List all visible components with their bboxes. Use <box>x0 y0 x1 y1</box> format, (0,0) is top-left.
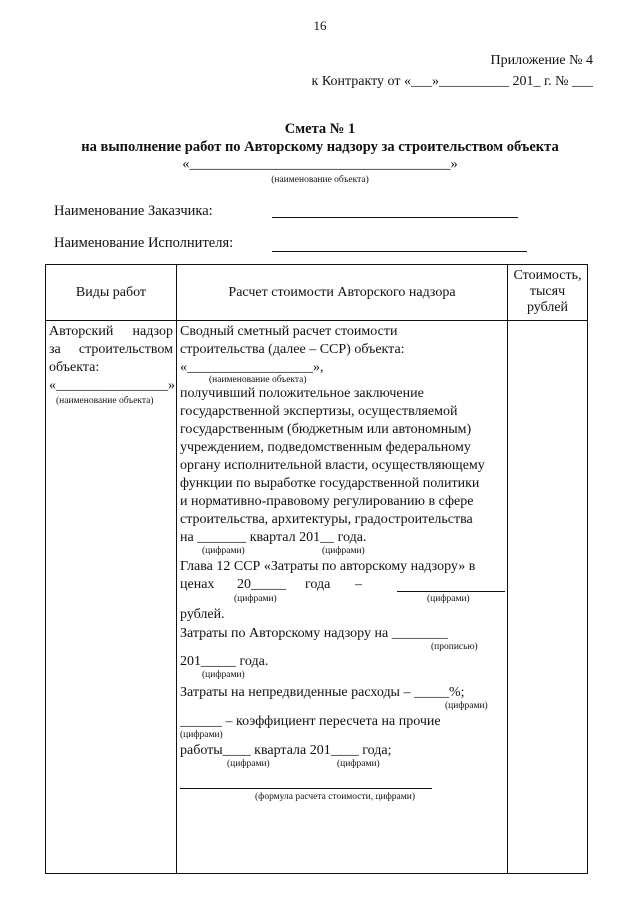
estimate-subtitle: на выполнение работ по Авторскому надзору за строительством объекта <box>81 139 559 155</box>
calc-line-5: государственной экспертизы, осуществляемой <box>180 404 458 419</box>
estimate-table <box>45 264 588 874</box>
work-type-word3: за <box>49 342 61 357</box>
calc-line-10: и нормативно-правовому регулированию в сфере <box>180 494 474 509</box>
calc-line-14-word: года <box>305 577 331 592</box>
calc-line-11: строительства, архитектуры, градостроительства <box>180 512 473 527</box>
customer-blank <box>272 217 518 218</box>
cost-value-cell <box>508 321 588 874</box>
work-type-object-blank: «________________» <box>49 378 175 393</box>
calc-line-1: Сводный сметный расчет стоимости <box>180 324 398 339</box>
calc-caption-price-year: (цифрами) <box>234 594 277 604</box>
calc-line-4: получивший положительное заключение <box>180 386 424 401</box>
calc-caption-coefficient: (цифрами) <box>180 730 223 740</box>
contract-reference: к Контракту от «___»__________ 201_ г. № ___ <box>311 74 593 89</box>
calc-line-18: Затраты на непредвиденные расходы – _____%; <box>180 685 465 700</box>
calc-caption-year-2: (цифрами) <box>337 759 380 769</box>
calc-line-6: государственным (бюджетным или автономным) <box>180 422 472 437</box>
calc-line-2: строительства (далее – ССР) объекта: <box>180 342 405 357</box>
page-number: 16 <box>313 18 327 33</box>
calc-line-20: работы____ квартала 201____ года; <box>180 743 392 758</box>
contractor-label: Наименование Исполнителя: <box>54 235 234 251</box>
calc-line-14-dash: – <box>355 577 362 592</box>
header-cost-line3: рублей <box>526 300 569 315</box>
calc-line-16: Затраты по Авторскому надзору на ________ <box>180 626 448 641</box>
calc-caption-words: (прописью) <box>431 642 478 652</box>
calc-caption-quarter-2: (цифрами) <box>227 759 270 769</box>
appendix-label: Приложение № 4 <box>490 53 593 68</box>
customer-label: Наименование Заказчика: <box>54 203 213 219</box>
work-type-cell <box>46 321 177 874</box>
header-cost-calculation: Расчет стоимости Авторского надзора <box>177 265 508 321</box>
contractor-blank <box>272 251 527 252</box>
calc-line-17: 201_____ года. <box>180 654 269 669</box>
cost-calculation-cell <box>177 321 508 874</box>
calc-formula-blank <box>180 788 432 789</box>
object-name-caption: (наименование объекта) <box>271 175 369 185</box>
object-name-blank: «____________________________________» <box>182 156 458 172</box>
work-type-word2: надзор <box>132 324 173 339</box>
calc-line-3: «__________________», <box>180 360 324 375</box>
header-cost <box>508 265 588 321</box>
work-type-object-caption: (наименование объекта) <box>56 396 154 406</box>
work-type-object-label: объекта: <box>49 360 100 375</box>
calc-line-19: ______ – коэффициент пересчета на прочие <box>180 714 441 729</box>
calc-amount-blank <box>397 591 505 592</box>
header-cost-line1: Стоимость, <box>513 268 582 283</box>
calc-line-12: на _______ квартал 201__ года. <box>180 530 367 545</box>
calc-caption-supervision-year: (цифрами) <box>202 670 245 680</box>
calc-caption-quarter: (цифрами) <box>202 546 245 556</box>
calc-line-14-prices: ценах <box>180 577 215 592</box>
estimate-title: Смета № 1 <box>284 121 356 137</box>
calc-line-8: органу исполнительной власти, осуществляющему <box>180 458 485 473</box>
calc-line-14-year: 20_____ <box>237 577 286 592</box>
calc-caption-amount: (цифрами) <box>427 594 470 604</box>
calc-line-9: функции по выработке государственной политики <box>180 476 480 491</box>
work-type-word1: Авторский <box>49 324 114 339</box>
work-type-word4: строительством <box>78 342 173 357</box>
calc-line-15: рублей. <box>180 607 225 622</box>
calc-caption-object: (наименование объекта) <box>209 375 307 385</box>
calc-line-13: Глава 12 ССР «Затраты по авторскому надзору» в <box>180 559 476 574</box>
calc-caption-percent: (цифрами) <box>445 701 488 711</box>
header-work-types: Виды работ <box>46 265 177 321</box>
header-cost-line2: тысяч <box>529 284 566 299</box>
calc-caption-formula: (формула расчета стоимости, цифрами) <box>255 792 416 802</box>
calc-line-7: учреждением, подведомственным федеральному <box>180 440 471 455</box>
calc-caption-year: (цифрами) <box>322 546 365 556</box>
